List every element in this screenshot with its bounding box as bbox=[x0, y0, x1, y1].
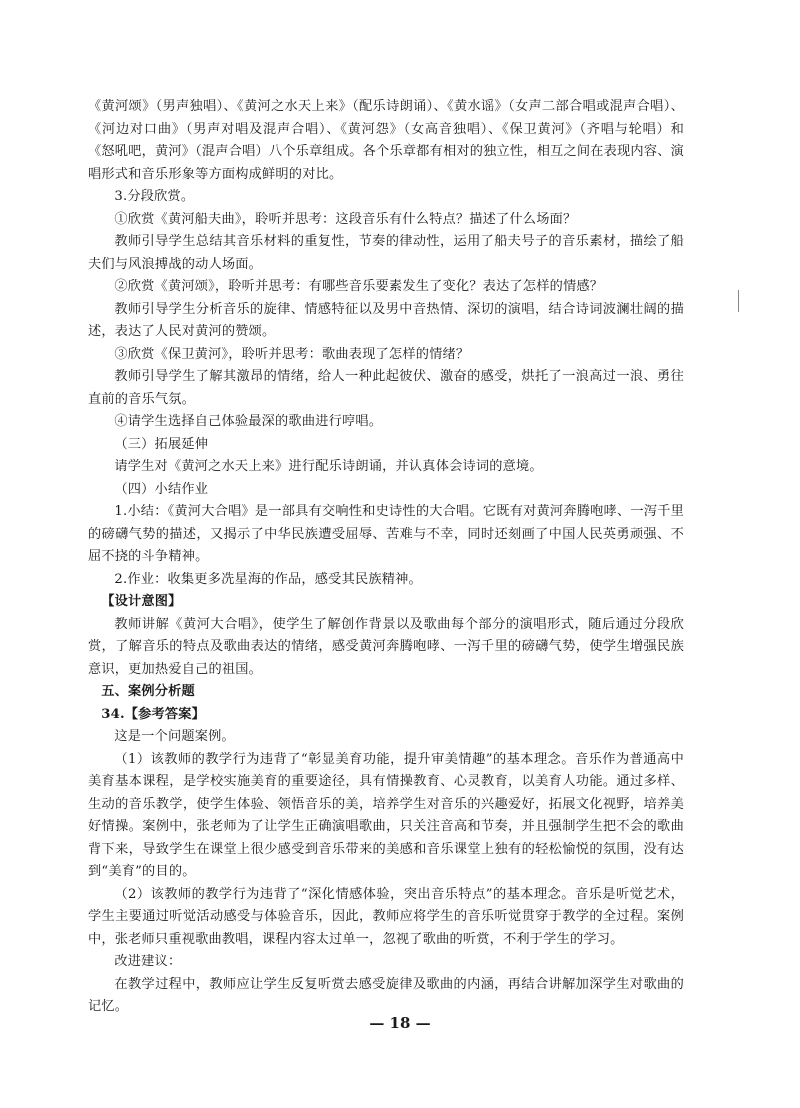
paragraph: （四）小结作业 bbox=[114, 481, 209, 497]
page-number: — 18 — bbox=[369, 1014, 431, 1032]
document-body bbox=[88, 96, 684, 1019]
paragraph: （三）拓展延伸 bbox=[114, 436, 209, 452]
paragraph: 2.作业：收集更多冼星海的作品，感受其民族精神。 bbox=[114, 571, 422, 587]
paragraph: 《黄河颂》（男声独唱）、《黄河之水天上来》（配乐诗朗诵）、《黄水谣》（女声二部合唱或混声合唱）、《河边对口曲》（男声对唱及混声合唱）、《黄河怨》（女高音独唱）、《保卫黄河》（齐唱与轮唱）和《怒吼吧，黄河》（混声合唱）八个乐章组成。各个乐章都有相对的独立性，相互之间在表现内容、演唱形式和音乐形象等方面构成鲜明的对比。 bbox=[88, 99, 684, 182]
paragraph: 改进建议： bbox=[114, 954, 182, 969]
paragraph: 教师引导学生了解其激昂的情绪，给人一种此起彼伏、激奋的感受，烘托了一浪高过一浪、勇往直前的音乐气氛。 bbox=[88, 369, 684, 407]
paragraph: 教师引导学生分析音乐的旋律、情感特征以及男中音热情、深切的演唱，结合诗词波澜壮阔的描述，表达了人民对黄河的赞颂。 bbox=[88, 301, 684, 339]
paragraph: 教师引导学生总结其音乐材料的重复性，节奏的律动性，运用了船夫号子的音乐素材，描绘了船夫们与风浪搏战的动人场面。 bbox=[88, 234, 684, 272]
paragraph: （2）该教师的教学行为违背了“深化情感体验，突出音乐特点”的基本理念。音乐是听觉艺术，学生主要通过听觉活动感受与体验音乐，因此，教师应将学生的音乐听觉贯穿于教学的全过程。案例中，张老师只重视歌曲教唱，课程内容太过单一，忽视了歌曲的听赏，不利于学生的学习。 bbox=[88, 886, 684, 947]
paragraph: 这是一个问题案例。 bbox=[114, 729, 235, 744]
paragraph: 1.小结：《黄河大合唱》是一部具有交响性和史诗性的大合唱。它既有对黄河奔腾咆哮、一泻千里的磅礴气势的描述，又揭示了中华民族遭受屈辱、苦难与不幸，同时还刻画了中国人民英勇顽强、不屈不挠的斗争精神。 bbox=[88, 504, 684, 564]
scan-artifact-mark bbox=[738, 290, 739, 312]
paragraph: ④请学生选择自己体验最深的歌曲进行哼唱。 bbox=[114, 414, 383, 429]
paragraph: 请学生对《黄河之水天上来》进行配乐诗朗诵，并认真体会诗词的意境。 bbox=[114, 459, 543, 474]
section-heading: 34.【参考答案】 bbox=[101, 706, 206, 722]
paragraph: （1）该教师的教学行为违背了“彰显美育功能，提升审美情趣”的基本理念。音乐作为普通高中美育基本课程，是学校实施美育的重要途径，具有情操教育、心灵教育，以美育人功能。通过多样、生动的音乐教学，使学生体验、领悟音乐的美，培养学生对音乐的兴趣爱好，拓展文化视野，培养美好情操。案例中，张老师为了让学生正确演唱歌曲，只关注音高和节奏，并且强制学生把不会的歌曲背下来，导致学生在课堂上很少感受到音乐带来的美感和音乐课堂上独有的轻松愉悦的氛围，没有达到“美育”的目的。 bbox=[88, 751, 684, 879]
paragraph: 教师讲解《黄河大合唱》，使学生了解创作背景以及歌曲每个部分的演唱形式，随后通过分段欣赏，了解音乐的特点及歌曲表达的情绪，感受黄河奔腾咆哮、一泻千里的磅礴气势，使学生增强民族意识，更加热爱自己的祖国。 bbox=[88, 616, 684, 677]
section-heading: 【设计意图】 bbox=[101, 594, 182, 609]
paragraph: ②欣赏《黄河颂》，聆听并思考：有哪些音乐要素发生了变化？表达了怎样的情感？ bbox=[114, 279, 604, 294]
paragraph: 3.分段欣赏。 bbox=[114, 189, 195, 204]
paragraph: ③欣赏《保卫黄河》，聆听并思考：歌曲表现了怎样的情绪？ bbox=[114, 346, 470, 362]
paragraph: ①欣赏《黄河船夫曲》，聆听并思考：这段音乐有什么特点？描述了什么场面？ bbox=[114, 211, 577, 227]
paragraph: 在教学过程中，教师应让学生反复听赏去感受旋律及歌曲的内涵，再结合讲解加深学生对歌曲的记忆。 bbox=[88, 976, 684, 1014]
section-heading: 五、案例分析题 bbox=[101, 684, 195, 699]
